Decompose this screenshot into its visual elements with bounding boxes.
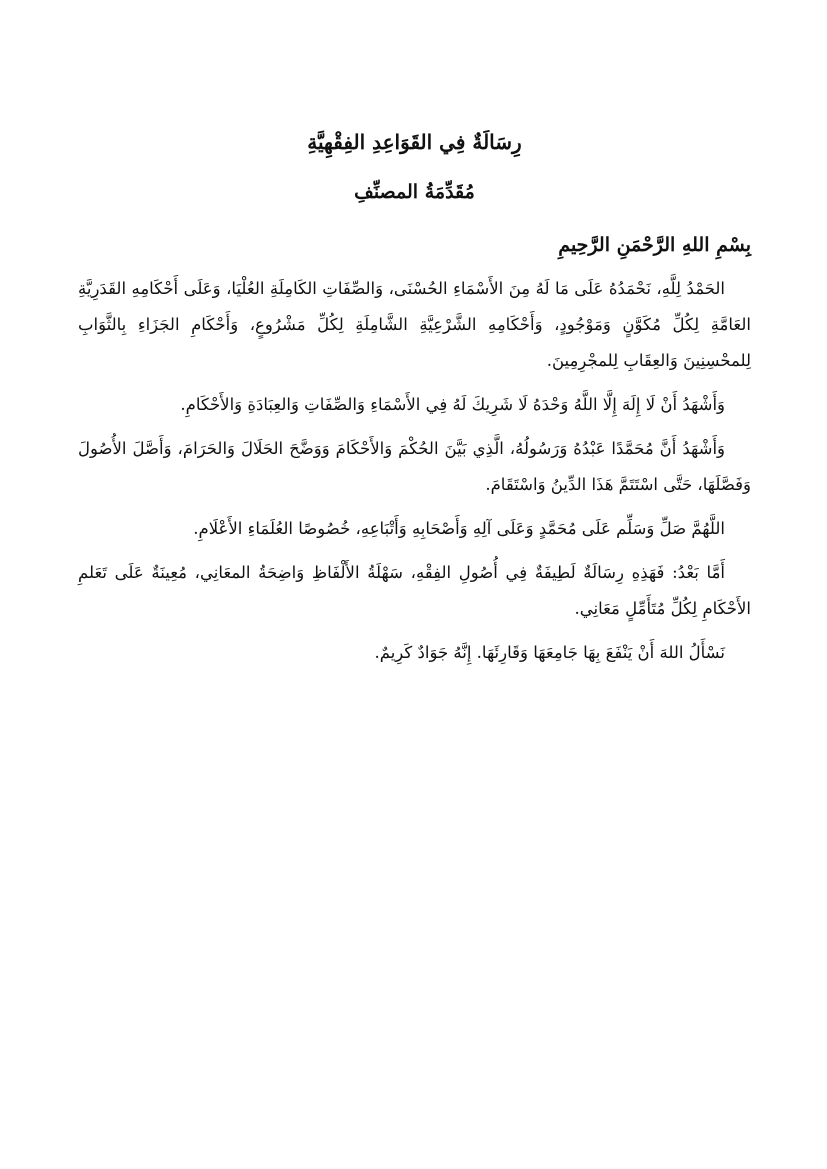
paragraph-supplication: نَسْأَلُ اللهَ أَنْ يَنْفَعَ بِهَا جَامِعَهَا وَقَارِئَهَا. إِنَّهُ جَوَادٌ كَرِيمٌ. <box>374 643 725 662</box>
paragraph-salutation: اللَّهُمَّ صَلِّ وَسَلِّم عَلَى مُحَمَّدٍ وَعَلَى آلِهِ وَأَصْحَابِهِ وَأَتْبَاعِهِ، خُصُوصًا العُلَمَاءِ الأَعْلَامِ. <box>193 519 725 538</box>
section-heading: مُقَدِّمَةُ المصنِّفِ <box>354 181 475 203</box>
document-body <box>78 128 751 671</box>
paragraph-praise: الحَمْدُ لِلَّهِ، نَحْمَدُهُ عَلَى مَا لَهُ مِنَ الأَسْمَاءِ الحُسْنَى، وَالصِّفَاتِ الكَامِلَةِ العُلْيَا، وَعَلَى أَحْكَامِهِ القَدَرِيَّةِ العَامَّةِ لِكُلِّ مُكَوَّنٍ وَمَوْجُودٍ، وَأَحْكَامِهِ الشَّرْعِيَّةِ الشَّامِلَةِ لِكُلِّ مَشْرُوعٍ، وَأَحْكَامِ الجَزَاءِ بِالثَّوَابِ لِلمحْسِنِينَ وَالعِقَابِ لِلمجْرِمِينَ. <box>78 279 751 370</box>
paragraph-testimony-prophet: وَأَشْهَدُ أَنَّ مُحَمَّدًا عَبْدُهُ وَرَسُولُهُ، الَّذِي بَيَّنَ الحُكْمَ وَالأَحْكَامَ وَوَضَّحَ الحَلَالَ وَالحَرَامَ، وَأَصَّلَ الأُصُولَ وَفَصَّلَهَا، حَتَّى اسْتَتَمَّ هَذَا الدِّينُ وَاسْتَقَامَ. <box>78 439 751 494</box>
document-title: رِسَالَةٌ فِي القَوَاعِدِ الفِقْهِيَّةِ <box>307 130 522 154</box>
paragraph-testimony-god: وَأَشْهَدُ أَنْ لَا إِلَهَ إِلَّا اللَّهُ وَحْدَهُ لَا شَرِيكَ لَهُ فِي الأَسْمَاءِ وَالصِّفَاتِ وَالعِبَادَةِ وَالأَحْكَامِ. <box>180 395 725 414</box>
paragraph-purpose: أَمَّا بَعْدُ: فَهَذِهِ رِسَالَةٌ لَطِيفَةٌ فِي أُصُولِ الفِقْهِ، سَهْلَةُ الأَلْفَاظِ وَاضِحَةُ المعَانِي، مُعِينَةٌ عَلَى تَعَلمِ الأَحْكَامِ لِكُلِّ مُتَأَمِّلٍ مَعَانِي. <box>78 563 751 618</box>
basmala: بِسْمِ اللهِ الرَّحْمَنِ الرَّحِيمِ <box>558 234 751 256</box>
